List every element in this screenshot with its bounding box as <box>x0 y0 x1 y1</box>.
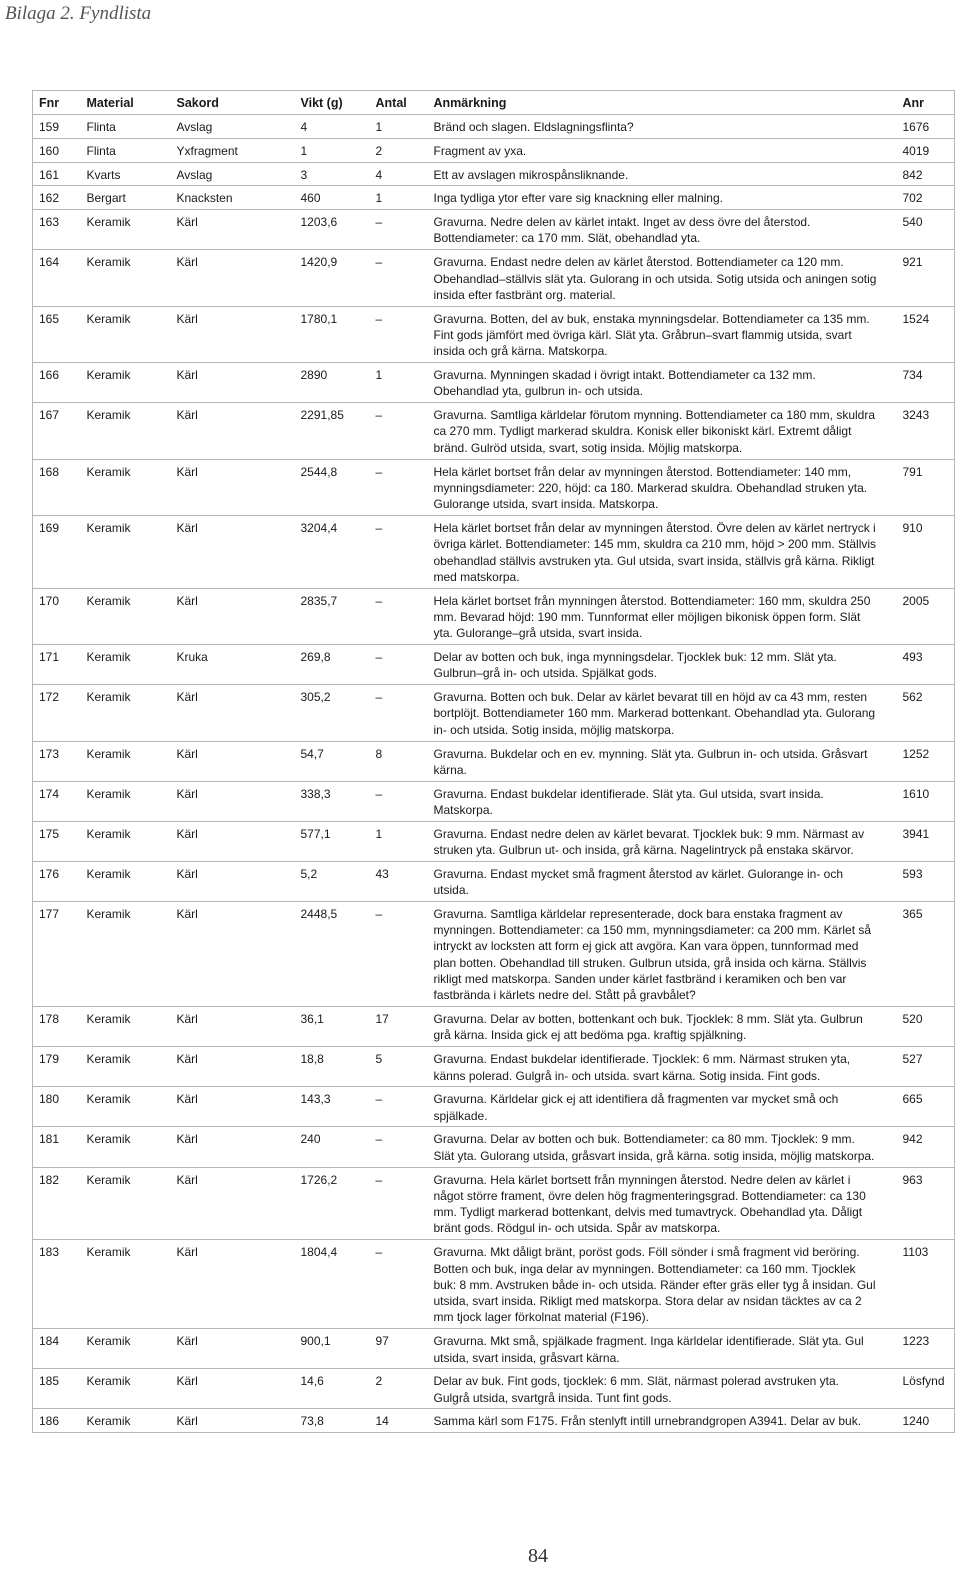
anr-cell: 910 <box>897 515 955 588</box>
material-cell: Keramik <box>81 588 171 644</box>
column-header-fnr: Fnr <box>33 91 81 115</box>
sakord-cell: Kärl <box>171 1329 295 1369</box>
anmarkning-cell: Hela kärlet bortset från delar av mynningen återstod. Övre delen av kärlet nertryck i övriga kärlet. Bottendiameter: 145 mm, skuldra ca 210 mm, höjd > 200 mm. Ställvis obehandlad ställvis avstruken yta. Gul utsida, svart insida, ställvis grå kärna. Rikligt med matskorpa. <box>428 515 897 588</box>
sakord-cell: Kärl <box>171 685 295 741</box>
table-header-row <box>33 91 955 115</box>
anmarkning-cell: Gravurna. Bukdelar och en ev. mynning. Slät yta. Gulbrun in- och utsida. Gråsvart kärna. <box>428 741 897 781</box>
fyndlista-table <box>32 90 955 1433</box>
column-header-sakord: Sakord <box>171 91 295 115</box>
fnr-cell: 173 <box>33 741 81 781</box>
antal-cell: – <box>370 588 428 644</box>
material-cell: Keramik <box>81 1087 171 1127</box>
table-row <box>33 781 955 821</box>
antal-cell: – <box>370 645 428 685</box>
table-row <box>33 741 955 781</box>
sakord-cell: Kärl <box>171 1007 295 1047</box>
vikt-cell: 5,2 <box>295 861 370 901</box>
sakord-cell: Kruka <box>171 645 295 685</box>
material-cell: Keramik <box>81 901 171 1006</box>
page-number: 84 <box>528 1545 548 1567</box>
anmarkning-cell: Gravurna. Delar av botten, bottenkant och buk. Tjocklek: 8 mm. Slät yta. Gulbrun grå kärna. Insida gick ej att bedöma pga. kraftig spjälkning. <box>428 1007 897 1047</box>
fnr-cell: 181 <box>33 1127 81 1167</box>
sakord-cell: Kärl <box>171 821 295 861</box>
anmarkning-cell: Gravurna. Endast mycket små fragment återstod av kärlet. Gulorange in- och utsida. <box>428 861 897 901</box>
material-cell: Keramik <box>81 861 171 901</box>
sakord-cell: Kärl <box>171 1409 295 1433</box>
material-cell: Keramik <box>81 1167 171 1240</box>
antal-cell: – <box>370 685 428 741</box>
vikt-cell: 2835,7 <box>295 588 370 644</box>
fnr-cell: 172 <box>33 685 81 741</box>
vikt-cell: 1780,1 <box>295 306 370 362</box>
table-body <box>33 115 955 1433</box>
vikt-cell: 3204,4 <box>295 515 370 588</box>
vikt-cell: 1726,2 <box>295 1167 370 1240</box>
fnr-cell: 166 <box>33 363 81 403</box>
vikt-cell: 1420,9 <box>295 250 370 306</box>
sakord-cell: Kärl <box>171 459 295 515</box>
fnr-cell: 161 <box>33 162 81 186</box>
sakord-cell: Kärl <box>171 1240 295 1329</box>
table-row <box>33 588 955 644</box>
material-cell: Bergart <box>81 186 171 210</box>
fnr-cell: 164 <box>33 250 81 306</box>
sakord-cell: Kärl <box>171 1127 295 1167</box>
anr-cell: 493 <box>897 645 955 685</box>
anmarkning-cell: Delar av botten och buk, inga mynningsdelar. Tjocklek buk: 12 mm. Slät yta. Gulbrun–grå in- och utsida. Spjälkat gods. <box>428 645 897 685</box>
table-row <box>33 186 955 210</box>
vikt-cell: 269,8 <box>295 645 370 685</box>
fnr-cell: 168 <box>33 459 81 515</box>
anr-cell: 2005 <box>897 588 955 644</box>
fnr-cell: 169 <box>33 515 81 588</box>
fnr-cell: 171 <box>33 645 81 685</box>
sakord-cell: Kärl <box>171 515 295 588</box>
anr-cell: 562 <box>897 685 955 741</box>
material-cell: Flinta <box>81 115 171 139</box>
fnr-cell: 165 <box>33 306 81 362</box>
anr-cell: 593 <box>897 861 955 901</box>
vikt-cell: 2448,5 <box>295 901 370 1006</box>
anmarkning-cell: Gravurna. Endast bukdelar identifierade. Tjocklek: 6 mm. Närmast struken yta, känns polerad. Gulgrå in- och utsida. svart kärna. Sotig insida. Fint gods. <box>428 1047 897 1087</box>
anmarkning-cell: Gravurna. Mynningen skadad i övrigt intakt. Bottendiameter ca 132 mm. Obehandlad yta, gulbrun in- och utsida. <box>428 363 897 403</box>
fnr-cell: 170 <box>33 588 81 644</box>
anr-cell: 921 <box>897 250 955 306</box>
vikt-cell: 2291,85 <box>295 403 370 459</box>
sakord-cell: Kärl <box>171 1047 295 1087</box>
sakord-cell: Kärl <box>171 861 295 901</box>
antal-cell: 17 <box>370 1007 428 1047</box>
table-row <box>33 1240 955 1329</box>
table-row <box>33 138 955 162</box>
table-row <box>33 1409 955 1433</box>
antal-cell: – <box>370 1127 428 1167</box>
material-cell: Kvarts <box>81 162 171 186</box>
material-cell: Keramik <box>81 210 171 250</box>
anmarkning-cell: Hela kärlet bortset från delar av mynningen återstod. Bottendiameter: 140 mm, mynningsdiameter: 220, höjd: ca 180. Markerad skuldra. Obehandlad struken yta. Gulorange utsida, svart insida. Matskorpa. <box>428 459 897 515</box>
sakord-cell: Kärl <box>171 901 295 1006</box>
anmarkning-cell: Gravurna. Samtliga kärldelar förutom mynning. Bottendiameter ca 180 mm, skuldra ca 270 mm. Tydligt markerad skuldra. Konisk eller bikoniskt kärl. Extremt dåligt bränd. Gulröd utsida, svart, sotig insida. Möjlig matskorpa. <box>428 403 897 459</box>
table-row <box>33 1127 955 1167</box>
anmarkning-cell: Fragment av yxa. <box>428 138 897 162</box>
column-header-antal: Antal <box>370 91 428 115</box>
table-row <box>33 1369 955 1409</box>
anr-cell: 1252 <box>897 741 955 781</box>
sakord-cell: Yxfragment <box>171 138 295 162</box>
anmarkning-cell: Samma kärl som F175. Från stenlyft intill urnebrandgropen A3941. Delar av buk. <box>428 1409 897 1433</box>
anr-cell: 1524 <box>897 306 955 362</box>
material-cell: Keramik <box>81 515 171 588</box>
fnr-cell: 163 <box>33 210 81 250</box>
sakord-cell: Kärl <box>171 741 295 781</box>
table-row <box>33 901 955 1006</box>
material-cell: Keramik <box>81 1409 171 1433</box>
material-cell: Keramik <box>81 1007 171 1047</box>
fnr-cell: 177 <box>33 901 81 1006</box>
anr-cell: 734 <box>897 363 955 403</box>
fnr-cell: 180 <box>33 1087 81 1127</box>
table-row <box>33 250 955 306</box>
material-cell: Keramik <box>81 306 171 362</box>
antal-cell: 1 <box>370 821 428 861</box>
fnr-cell: 185 <box>33 1369 81 1409</box>
antal-cell: – <box>370 781 428 821</box>
fnr-cell: 162 <box>33 186 81 210</box>
table-row <box>33 403 955 459</box>
antal-cell: – <box>370 210 428 250</box>
fnr-cell: 183 <box>33 1240 81 1329</box>
vikt-cell: 14,6 <box>295 1369 370 1409</box>
anmarkning-cell: Ett av avslagen mikrospånsliknande. <box>428 162 897 186</box>
antal-cell: – <box>370 1087 428 1127</box>
column-header-vikt: Vikt (g) <box>295 91 370 115</box>
antal-cell: 97 <box>370 1329 428 1369</box>
table-row <box>33 363 955 403</box>
antal-cell: – <box>370 515 428 588</box>
column-header-anr: Anr <box>897 91 955 115</box>
anmarkning-cell: Hela kärlet bortset från mynningen återstod. Bottendiameter: 160 mm, skuldra 250 mm. Bevarad höjd: 190 mm. Tunnformat eller möjligen bikonisk öppen form. Slät yta. Gulorange–grå utsida, svart insida. <box>428 588 897 644</box>
table-row <box>33 306 955 362</box>
sakord-cell: Avslag <box>171 162 295 186</box>
vikt-cell: 2890 <box>295 363 370 403</box>
material-cell: Keramik <box>81 459 171 515</box>
anmarkning-cell: Gravurna. Botten och buk. Delar av kärlet bevarat till en höjd av ca 43 mm, resten bortplöjt. Bottendiameter 160 mm. Markerad bottenkant. Obehandlad yta. Gulorang in- och utsida. Sotig insida, möjlig matskorpa. <box>428 685 897 741</box>
anr-cell: 1676 <box>897 115 955 139</box>
anr-cell: 1103 <box>897 1240 955 1329</box>
sakord-cell: Kärl <box>171 588 295 644</box>
antal-cell: – <box>370 403 428 459</box>
table-row <box>33 515 955 588</box>
antal-cell: 4 <box>370 162 428 186</box>
antal-cell: – <box>370 306 428 362</box>
table-row <box>33 162 955 186</box>
material-cell: Keramik <box>81 741 171 781</box>
anr-cell: 4019 <box>897 138 955 162</box>
vikt-cell: 54,7 <box>295 741 370 781</box>
fnr-cell: 176 <box>33 861 81 901</box>
vikt-cell: 73,8 <box>295 1409 370 1433</box>
anr-cell: 3941 <box>897 821 955 861</box>
vikt-cell: 460 <box>295 186 370 210</box>
anmarkning-cell: Delar av buk. Fint gods, tjocklek: 6 mm. Slät, närmast polerad avstruken yta. Gulgrå utsida, svartgrå insida. Tunt fint gods. <box>428 1369 897 1409</box>
vikt-cell: 1 <box>295 138 370 162</box>
table-row <box>33 115 955 139</box>
fnr-cell: 174 <box>33 781 81 821</box>
sakord-cell: Kärl <box>171 210 295 250</box>
vikt-cell: 900,1 <box>295 1329 370 1369</box>
table-row <box>33 861 955 901</box>
fnr-cell: 167 <box>33 403 81 459</box>
fnr-cell: 179 <box>33 1047 81 1087</box>
antal-cell: 1 <box>370 186 428 210</box>
sakord-cell: Kärl <box>171 1087 295 1127</box>
material-cell: Keramik <box>81 781 171 821</box>
vikt-cell: 143,3 <box>295 1087 370 1127</box>
antal-cell: 1 <box>370 115 428 139</box>
fnr-cell: 186 <box>33 1409 81 1433</box>
vikt-cell: 1203,6 <box>295 210 370 250</box>
anr-cell: 1223 <box>897 1329 955 1369</box>
material-cell: Flinta <box>81 138 171 162</box>
anmarkning-cell: Gravurna. Delar av botten och buk. Bottendiameter: ca 80 mm. Tjocklek: 9 mm. Slät yta. Gulorang utsida, gråsvart insida, grå kärna. sotig insida, möjlig matskorpa. <box>428 1127 897 1167</box>
antal-cell: 5 <box>370 1047 428 1087</box>
antal-cell: – <box>370 1167 428 1240</box>
anr-cell: 1610 <box>897 781 955 821</box>
material-cell: Keramik <box>81 645 171 685</box>
antal-cell: – <box>370 901 428 1006</box>
material-cell: Keramik <box>81 1329 171 1369</box>
anmarkning-cell: Gravurna. Samtliga kärldelar representerade, dock bara enstaka fragment av mynningen. Bottendiameter: ca 150 mm, mynningsdiameter: ca 200 mm. Kärlet så intryckt av locksten att form ej gick att avgöra. Kan vara öppen, tunnformad med plan botten. Obehandlad till struken. Gulbrun utsida, grå insida och kärna. Ställvis rikligt med matskorpa. Sanden under kärlet fastbränd i keramiken och ben var fastbrända i kärlets nedre del. Stått på gravbålet? <box>428 901 897 1006</box>
table-row <box>33 685 955 741</box>
anmarkning-cell: Gravurna. Mkt dåligt bränt, poröst gods. Föll sönder i små fragment vid beröring. Botten och buk, inga delar av mynningen. Bottendiameter: ca 160 mm. Tjocklek buk: 8 mm. Avstruken både in- och utsida. Ränder efter gräs eller tyg å insidan. Gul utsida, svart insida. Rikligt med matskorpa. Stora delar av nsidan täcktes av ca 2 mm tjock lager förkolnat material (F196). <box>428 1240 897 1329</box>
vikt-cell: 3 <box>295 162 370 186</box>
sakord-cell: Kärl <box>171 1167 295 1240</box>
column-header-material: Material <box>81 91 171 115</box>
anr-cell: 520 <box>897 1007 955 1047</box>
vikt-cell: 4 <box>295 115 370 139</box>
vikt-cell: 1804,4 <box>295 1240 370 1329</box>
anr-cell: 963 <box>897 1167 955 1240</box>
antal-cell: 2 <box>370 138 428 162</box>
anr-cell: Lösfynd <box>897 1369 955 1409</box>
material-cell: Keramik <box>81 1369 171 1409</box>
anmarkning-cell: Gravurna. Endast nedre delen av kärlet bevarat. Tjocklek buk: 9 mm. Närmast av struken yta. Gulbrun ut- och insida, grå kärna. Nagelintryck på enstaka skärvor. <box>428 821 897 861</box>
antal-cell: – <box>370 250 428 306</box>
anr-cell: 942 <box>897 1127 955 1167</box>
antal-cell: 2 <box>370 1369 428 1409</box>
antal-cell: – <box>370 459 428 515</box>
anr-cell: 842 <box>897 162 955 186</box>
antal-cell: 1 <box>370 363 428 403</box>
anr-cell: 702 <box>897 186 955 210</box>
table-row <box>33 1329 955 1369</box>
table-row <box>33 210 955 250</box>
vikt-cell: 305,2 <box>295 685 370 741</box>
antal-cell: 43 <box>370 861 428 901</box>
anr-cell: 791 <box>897 459 955 515</box>
anr-cell: 527 <box>897 1047 955 1087</box>
sakord-cell: Kärl <box>171 403 295 459</box>
material-cell: Keramik <box>81 250 171 306</box>
table-row <box>33 1007 955 1047</box>
anmarkning-cell: Gravurna. Endast nedre delen av kärlet återstod. Bottendiameter ca 120 mm. Obehandlad–ställvis slät yta. Gulorang in och utsida. Sotig utsida och aningen sotig insida efter fastbränt org. material. <box>428 250 897 306</box>
table-row <box>33 1047 955 1087</box>
fnr-cell: 182 <box>33 1167 81 1240</box>
vikt-cell: 577,1 <box>295 821 370 861</box>
anmarkning-cell: Gravurna. Hela kärlet bortsett från mynningen återstod. Nedre delen av kärlet i något större frament, övre delen hög fragmenteringsgrad. Bottendiameter: ca 130 mm. Tydligt markerad bottenkant, delvis med tumavtryck. Obehandlad yta. Dåligt bränt gods. Rödgul in- och utsida. Spår av matskorpa. <box>428 1167 897 1240</box>
antal-cell: 8 <box>370 741 428 781</box>
material-cell: Keramik <box>81 821 171 861</box>
vikt-cell: 240 <box>295 1127 370 1167</box>
fnr-cell: 178 <box>33 1007 81 1047</box>
anmarkning-cell: Gravurna. Botten, del av buk, enstaka mynningsdelar. Bottendiameter ca 135 mm. Fint gods jämfört med övriga kärl. Slät yta. Gråbrun–svart flammig utsida, svart insida och grå kärna. Matskorpa. <box>428 306 897 362</box>
antal-cell: 14 <box>370 1409 428 1433</box>
table-row <box>33 1087 955 1127</box>
sakord-cell: Kärl <box>171 250 295 306</box>
antal-cell: – <box>370 1240 428 1329</box>
sakord-cell: Kärl <box>171 781 295 821</box>
sakord-cell: Kärl <box>171 363 295 403</box>
anmarkning-cell: Gravurna. Kärldelar gick ej att identifiera då fragmenten var mycket små och spjälkade. <box>428 1087 897 1127</box>
material-cell: Keramik <box>81 403 171 459</box>
anmarkning-cell: Gravurna. Nedre delen av kärlet intakt. Inget av dess övre del återstod. Bottendiameter: ca 170 mm. Slät, obehandlad yta. <box>428 210 897 250</box>
anr-cell: 540 <box>897 210 955 250</box>
fnr-cell: 160 <box>33 138 81 162</box>
table-row <box>33 645 955 685</box>
fnr-cell: 184 <box>33 1329 81 1369</box>
anmarkning-cell: Inga tydliga ytor efter vare sig knackning eller malning. <box>428 186 897 210</box>
anr-cell: 365 <box>897 901 955 1006</box>
anmarkning-cell: Bränd och slagen. Eldslagningsflinta? <box>428 115 897 139</box>
fnr-cell: 175 <box>33 821 81 861</box>
anmarkning-cell: Gravurna. Endast bukdelar identifierade. Slät yta. Gul utsida, svart insida. Matskorpa. <box>428 781 897 821</box>
table-row <box>33 821 955 861</box>
material-cell: Keramik <box>81 1047 171 1087</box>
anr-cell: 1240 <box>897 1409 955 1433</box>
material-cell: Keramik <box>81 1127 171 1167</box>
material-cell: Keramik <box>81 685 171 741</box>
vikt-cell: 338,3 <box>295 781 370 821</box>
anr-cell: 3243 <box>897 403 955 459</box>
anr-cell: 665 <box>897 1087 955 1127</box>
vikt-cell: 36,1 <box>295 1007 370 1047</box>
column-header-anmarkning: Anmärkning <box>428 91 897 115</box>
sakord-cell: Knacksten <box>171 186 295 210</box>
material-cell: Keramik <box>81 363 171 403</box>
sakord-cell: Kärl <box>171 1369 295 1409</box>
table-row <box>33 459 955 515</box>
table-row <box>33 1167 955 1240</box>
material-cell: Keramik <box>81 1240 171 1329</box>
running-head: Bilaga 2. Fyndlista <box>5 3 152 24</box>
vikt-cell: 2544,8 <box>295 459 370 515</box>
sakord-cell: Avslag <box>171 115 295 139</box>
anmarkning-cell: Gravurna. Mkt små, spjälkade fragment. Inga kärldelar identifierade. Slät yta. Gul utsida, svart insida, gråsvart kärna. <box>428 1329 897 1369</box>
fnr-cell: 159 <box>33 115 81 139</box>
sakord-cell: Kärl <box>171 306 295 362</box>
vikt-cell: 18,8 <box>295 1047 370 1087</box>
